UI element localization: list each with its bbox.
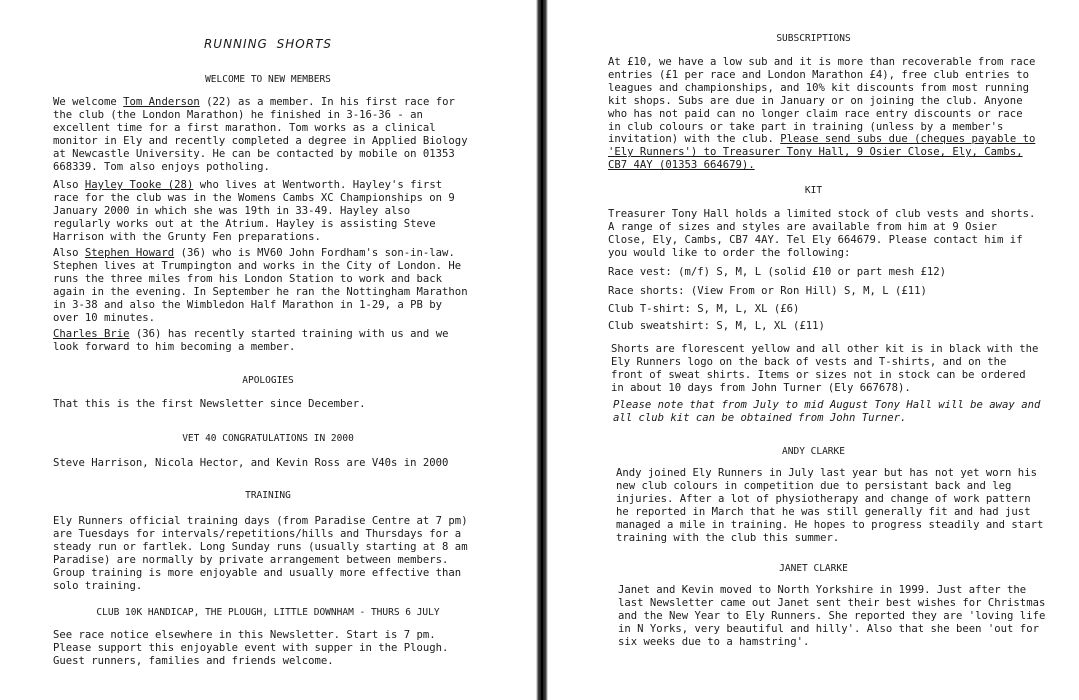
page-fold-edge [541, 0, 543, 700]
training-heading: TRAINING [245, 490, 291, 501]
welcome-paragraph-4 [53, 328, 473, 354]
welcome-paragraph-1 [53, 96, 473, 173]
apologies-text: That this is the first Newsletter since December. [53, 398, 366, 410]
kit-note: Please note that from July to mid August Tony Hall will be away and all club kit can be obtained from John Turner. [613, 399, 1041, 424]
kit-item-race-shorts: Race shorts: (View From or Ron Hill) S, M, L (£11) [608, 285, 927, 297]
subscriptions-text [608, 56, 1038, 172]
andy-clarke-text: Andy joined Ely Runners in July last year but has not yet worn his new club colours in competition due to persistant back and leg injuries. After a lot of physiotherapy and change of work pattern he reported in March that he was still generally fit and had just managed a mile in training. He hopes to progress steadily and start training with the club this summer. [616, 467, 1044, 544]
subscriptions-body: At £10, we have a low sub and it is more than recoverable from race entries (£1 per race and London Marathon £4), free club entries to leagues and championships, and 10% kit discounts from most running kit shops. Subs are due in January or on joining the club. Anyone who has not paid can no longer claim race entry discounts or race in club colours or take part in training (unless by a member's invitation) with the club. [608, 56, 1036, 146]
welcome-heading: WELCOME TO NEW MEMBERS [205, 74, 331, 85]
subscriptions-heading: SUBSCRIPTIONS [776, 33, 851, 44]
kit-intro: Treasurer Tony Hall holds a limited stock of club vests and shorts. A range of sizes and styles are available from him at 9 Osier Close, Ely, Cambs, CB7 4AY. Tel Ely 664679. Please contact him if you would like to order the following: [608, 208, 1036, 259]
kit-heading: KIT [804, 185, 823, 196]
welcome-p1-pre: We welcome [53, 96, 124, 108]
apologies-heading: APOLOGIES [242, 375, 294, 386]
vet40-text: Steve Harrison, Nicola Hector, and Kevin Ross are V40s in 2000 [53, 457, 449, 469]
member-name-charles: Charles Brie [53, 328, 130, 340]
welcome-p1-post: (22) as a member. In his first race for the club (the London Marathon) he finished in 3-16-36 - an excellent time for a first marathon. Tom works as a clinical monitor in Ely and recently completed a degree in Applied Biology at Newcastle University. He can be contacted by mobile on 01353 668339. Tom also enjoys potholing. [53, 96, 468, 173]
right-page [548, 0, 1079, 700]
andy-clarke-heading: ANDY CLARKE [782, 446, 845, 457]
janet-clarke-heading: JANET CLARKE [779, 563, 848, 574]
member-name-tom: Tom Anderson [123, 96, 200, 108]
member-name-stephen: Stephen Howard [84, 247, 175, 259]
handicap-text: See race notice elsewhere in this Newsletter. Start is 7 pm. Please support this enjoyable event with supper in the Plough. Guest runners, families and friends welcome. [53, 629, 449, 667]
welcome-p3-pre: Also [53, 247, 85, 259]
kit-item-tshirt: Club T-shirt: S, M, L, XL (£6) [608, 303, 800, 315]
left-page [0, 0, 536, 700]
training-text: Ely Runners official training days (from Paradise Centre at 7 pm) are Tuesdays for intervals/repetitions/hills and Thursdays for a steady run or fartlek. Long Sunday runs (usually starting at 8 am Paradise) are normally by private arrangement between members. Group training is more enjoyable and usually more effective than solo training. [53, 515, 468, 592]
kit-item-race-vest: Race vest: (m/f) S, M, L (solid £10 or part mesh £12) [608, 266, 947, 278]
vet40-heading: VET 40 CONGRATULATIONS IN 2000 [182, 433, 354, 444]
welcome-p4-post: (36) has recently started training with us and we look forward to him becoming a member. [53, 328, 449, 353]
janet-clarke-text: Janet and Kevin moved to North Yorkshire in 1999. Just after the last Newsletter came out Janet sent their best wishes for Christmas and the New Year to Ely Runners. She reported they are 'loving life in N Yorks, very beautiful and hilly'. Also that she been 'out for six weeks due to a hamstring'. [618, 584, 1046, 648]
handicap-heading: CLUB 10K HANDICAP, THE PLOUGH, LITTLE DOWNHAM - THURS 6 JULY [96, 607, 440, 618]
subscriptions-address: Please send subs due (cheques payable to 'Ely Runners') to Treasurer Tony Hall, 9 Osier Close, Ely, Cambs, CB7 4AY (01353 664679). [608, 133, 1036, 172]
welcome-p3-post: (36) who is MV60 John Fordham's son-in-law. Stephen lives at Trumpington and works in the City of London. He runs the three miles from his London Station to work and back again in the evening. In September he ran the Nottingham Marathon in 3-38 and also the Wimbledon Half Marathon in 1-29, a PB by over 10 minutes. [53, 247, 468, 324]
welcome-paragraph-3 [53, 247, 473, 324]
newsletter-title: RUNNING SHORTS [203, 37, 333, 51]
welcome-p2-pre: Also [53, 179, 85, 191]
member-name-hayley: Hayley Tooke (28) [84, 179, 194, 191]
kit-item-sweatshirt: Club sweatshirt: S, M, L, XL (£11) [608, 320, 825, 332]
welcome-p2-post: who lives at Wentworth. Hayley's first race for the club was in the Womens Cambs XC Championships on 9 January 2000 in which she was 19th in 33-49. Hayley also regularly works out at the Atrium. Hayley is assisting Steve Harrison with the Grunty Fen preparations. [53, 179, 455, 243]
welcome-paragraph-2 [53, 179, 473, 244]
kit-colours-text: Shorts are florescent yellow and all other kit is in black with the Ely Runners logo on the back of vests and T-shirts, and on the front of sweat shirts. Items or sizes not in stock can be ordered in about 10 days from John Turner (Ely 667678). [611, 343, 1039, 394]
